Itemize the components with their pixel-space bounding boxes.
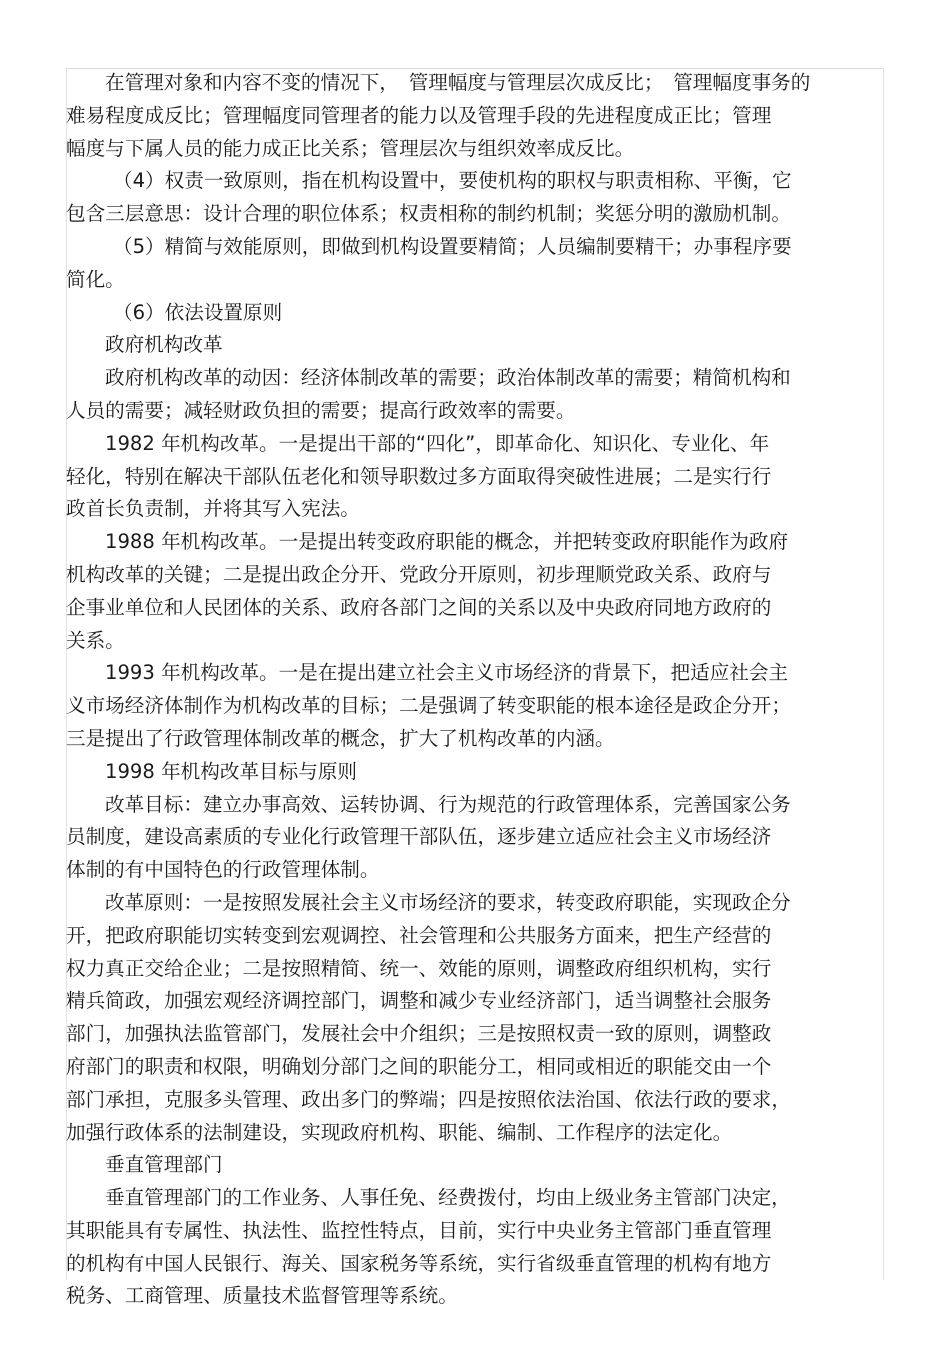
- text-line: 政府机构改革的动因：经济体制改革的需要；政治体制改革的需要；精简机构和: [105, 366, 791, 390]
- text-line: 难易程度成反比；管理幅度同管理者的能力以及管理手段的先进程度成正比；管理: [66, 103, 772, 127]
- text-line: 政府机构改革: [105, 333, 223, 357]
- text-line: 的机构有中国人民银行、海关、国家税务等系统，实行省级垂直管理的机构有地方: [66, 1251, 772, 1275]
- text-line: 税务、工商管理、质量技术监督管理等系统。: [66, 1284, 458, 1308]
- text-line: 垂直管理部门的工作业务、人事任免、经费拨付，均由上级业务主管部门决定，: [105, 1186, 791, 1210]
- document-body: [66, 67, 874, 1313]
- text-line: 体制的有中国特色的行政管理体制。: [66, 858, 380, 882]
- text-line: 垂直管理部门: [105, 1153, 223, 1177]
- text-line: 1982 年机构改革。一是提出干部的“四化”，即革命化、知识化、专业化、年: [105, 431, 770, 455]
- text-line: 府部门的职责和权限，明确划分部门之间的职能分工，相同或相近的职能交由一个: [66, 1054, 772, 1078]
- text-line: 1988 年机构改革。一是提出转变政府职能的概念，并把转变政府职能作为政府: [105, 530, 789, 554]
- text-line: 部门，加强执法监管部门，发展社会中介组织；三是按照权责一致的原则，调整政: [66, 1022, 772, 1046]
- text-line: 在管理对象和内容不变的情况下， 管理幅度与管理层次成反比； 管理幅度事务的: [105, 71, 811, 94]
- text-line: 精兵简政，加强宏观经济调控部门，调整和减少专业经济部门，适当调整社会服务: [66, 989, 772, 1013]
- text-line: 1998 年机构改革目标与原则: [105, 759, 358, 783]
- text-line: （6）依法设置原则: [113, 300, 283, 324]
- text-line: 包含三层意思：设计合理的职位体系；权责相称的制约机制；奖惩分明的激励机制。: [66, 202, 791, 226]
- text-line: 企事业单位和人民团体的关系、政府各部门之间的关系以及中央政府同地方政府的: [66, 595, 772, 619]
- page-frame-right-border: [883, 68, 884, 1280]
- text-line: 义市场经济体制作为机构改革的目标；二是强调了转变职能的根本途径是政企分开；: [66, 694, 791, 718]
- text-line: 部门承担，克服多头管理、政出多门的弊端；四是按照依法治国、依法行政的要求，: [66, 1087, 791, 1111]
- text-line: 权力真正交给企业；二是按照精简、统一、效能的原则，调整政府组织机构，实行: [66, 956, 772, 980]
- text-line: 幅度与下属人员的能力成正比关系；管理层次与组织效率成反比。: [66, 136, 635, 160]
- text-line: （4）权责一致原则，指在机构设置中，要使机构的职权与职责相称、平衡，它: [113, 169, 792, 193]
- text-line: 加强行政体系的法制建设，实现政府机构、职能、编制、工作程序的法定化。: [66, 1120, 733, 1144]
- text-line: 机构改革的关键；二是提出政企分开、党政分开原则，初步理顺党政关系、政府与: [66, 562, 772, 586]
- text-line: 三是提出了行政管理体制改革的概念，扩大了机构改革的内涵。: [66, 726, 615, 750]
- text-line: 改革目标：建立办事高效、运转协调、行为规范的行政管理体系，完善国家公务: [105, 792, 791, 816]
- text-line: 开，把政府职能切实转变到宏观调控、社会管理和公共服务方面来，把生产经营的: [66, 923, 772, 947]
- text-line: 政首长负责制，并将其写入宪法。: [66, 497, 360, 521]
- text-line: 1993 年机构改革。一是在提出建立社会主义市场经济的背景下，把适应社会主: [105, 661, 789, 685]
- text-line: 简化。: [66, 267, 125, 291]
- text-line: 轻化，特别在解决干部队伍老化和领导职数过多方面取得突破性进展；二是实行行: [66, 464, 772, 488]
- text-line: 关系。: [66, 628, 125, 652]
- text-line: （5）精简与效能原则，即做到机构设置要精简；人员编制要精干；办事程序要: [113, 234, 792, 258]
- text-line: 员制度，建设高素质的专业化行政管理干部队伍，逐步建立适应社会主义市场经济: [66, 825, 772, 849]
- text-line: 其职能具有专属性、执法性、监控性特点，目前，实行中央业务主管部门垂直管理: [66, 1218, 772, 1242]
- text-line: 改革原则：一是按照发展社会主义市场经济的要求，转变政府职能，实现政企分: [105, 890, 791, 914]
- text-line: 人员的需要；减轻财政负担的需要；提高行政效率的需要。: [66, 398, 576, 422]
